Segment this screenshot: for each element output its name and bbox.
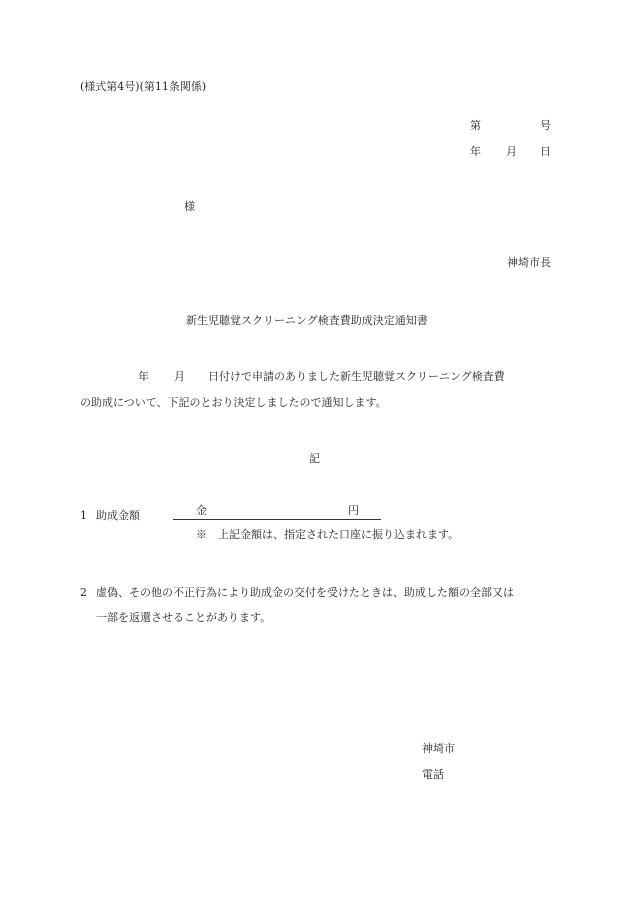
amount-suffix: 円 <box>348 504 359 517</box>
addressee-suffix: 様 <box>184 200 195 213</box>
item2-line2: 一部を返還させることがあります。 <box>96 611 272 624</box>
document-title: 新生児聴覚スクリーニング検査費助成決定通知書 <box>186 314 428 327</box>
body-year: 年 <box>138 370 149 383</box>
document-number-suffix: 号 <box>540 119 551 132</box>
issuer: 神埼市長 <box>507 256 551 269</box>
contact-city: 神埼市 <box>422 742 455 755</box>
document-number-prefix: 第 <box>470 119 481 132</box>
date-year: 年 <box>470 145 481 158</box>
amount-underline <box>173 519 381 520</box>
date-day: 日 <box>540 145 551 158</box>
ki-heading: 記 <box>309 452 320 465</box>
item2-number: 2 <box>80 586 87 599</box>
amount-prefix: 金 <box>196 504 207 517</box>
item1-number: 1 <box>80 509 87 522</box>
body-line2: の助成について、下記のとおり決定しましたので通知します。 <box>80 396 387 409</box>
date-month: 月 <box>506 145 517 158</box>
item1-note: ※ 上記金額は、指定された口座に振り込まれます。 <box>196 528 460 541</box>
contact-phone-label: 電話 <box>422 768 444 781</box>
item2-line1: 虚偽、その他の不正行為により助成金の交付を受けたときは、助成した額の全部又は <box>96 586 514 599</box>
body-line1: 日付けで申請のありました新生児聴覚スクリーニング検査費 <box>208 370 505 383</box>
item1-label: 助成金額 <box>96 509 140 522</box>
form-number: (様式第4号)(第11条関係) <box>80 80 207 93</box>
body-month: 月 <box>174 370 185 383</box>
